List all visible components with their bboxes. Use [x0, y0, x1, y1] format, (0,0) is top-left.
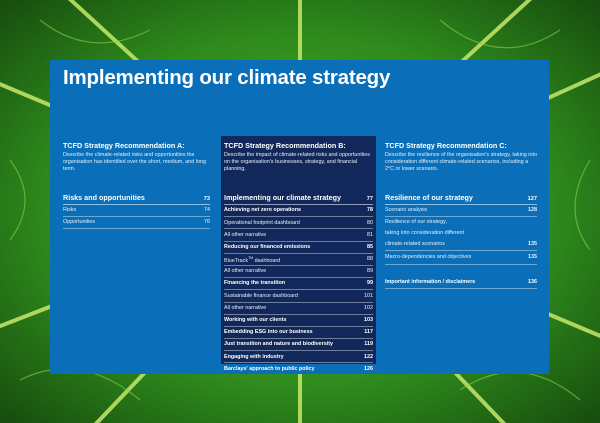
- toc-row[interactable]: Just transition and nature and biodiversity 119: [224, 339, 373, 351]
- section-heading-implementing[interactable]: Implementing our climate strategy 77: [224, 193, 373, 205]
- toc-row-macro-dependencies[interactable]: Macro-dependencies and objectives 135: [385, 251, 537, 265]
- toc-row-resilience-line3[interactable]: climate-related scenarios 135: [385, 239, 537, 251]
- recommendation-b-text: Describe the impact of climate-related risks and opportunities on the organisation's businesses, strategy, and financial planning.: [224, 152, 370, 172]
- toc-row-risks[interactable]: Risks 74: [63, 205, 210, 217]
- recommendation-a-text: Describe the climate-related risks and opportunities the organisation has identified over the short, medium, and long term.: [63, 152, 206, 172]
- recommendation-c-heading: TCFD Strategy Recommendation C:: [385, 141, 507, 150]
- toc-row[interactable]: All other narrative 89: [224, 266, 373, 278]
- toc-row-scenario-analysis[interactable]: Scenario analysis 128: [385, 205, 537, 217]
- recommendation-b-heading: TCFD Strategy Recommendation B:: [224, 141, 346, 150]
- contents-panel: [50, 60, 549, 374]
- toc-row[interactable]: All other narrative 102: [224, 303, 373, 315]
- column-risks: [63, 141, 210, 229]
- toc-row[interactable]: Working with our clients 103: [224, 315, 373, 327]
- toc-row[interactable]: Financing the transition 99: [224, 278, 373, 290]
- toc-row[interactable]: All other narrative 81: [224, 229, 373, 241]
- toc-row[interactable]: Sustainable finance dashboard 101: [224, 290, 373, 302]
- toc-row[interactable]: Engaging with industry 122: [224, 351, 373, 363]
- toc-row-disclaimers[interactable]: Important information / disclaimers 136: [385, 277, 537, 289]
- toc-row[interactable]: Reducing our financed emissions 85: [224, 242, 373, 254]
- toc-row[interactable]: Barclays' approach to public policy 126: [224, 365, 373, 372]
- toc-row-resilience-line2[interactable]: taking into consideration different: [385, 230, 465, 237]
- section-heading-risks[interactable]: Risks and opportunities 73: [63, 193, 210, 205]
- toc-row[interactable]: Achieving net zero operations 78: [224, 205, 373, 217]
- page-title: Implementing our climate strategy: [63, 66, 391, 89]
- column-implementing-highlighted: [221, 136, 376, 372]
- recommendation-a-heading: TCFD Strategy Recommendation A:: [63, 141, 185, 150]
- toc-row-resilience-line1[interactable]: Resilience of our strategy,: [385, 219, 447, 226]
- column-resilience: [385, 141, 537, 289]
- toc-row[interactable]: Operational footprint dashboard 80: [224, 217, 373, 229]
- toc-row-bluetrack[interactable]: BlueTrack™ dashboard 88: [224, 254, 373, 266]
- recommendation-c-text: Describe the resilience of the organisation's strategy, taking into consideration different climate-related scenarios, including a 2°C or lower scenario.: [385, 152, 537, 172]
- toc-row[interactable]: Embedding ESG into our business 117: [224, 327, 373, 339]
- toc-row-opportunities[interactable]: Opportunities 76: [63, 217, 210, 229]
- section-heading-resilience[interactable]: Resilience of our strategy 127: [385, 193, 537, 205]
